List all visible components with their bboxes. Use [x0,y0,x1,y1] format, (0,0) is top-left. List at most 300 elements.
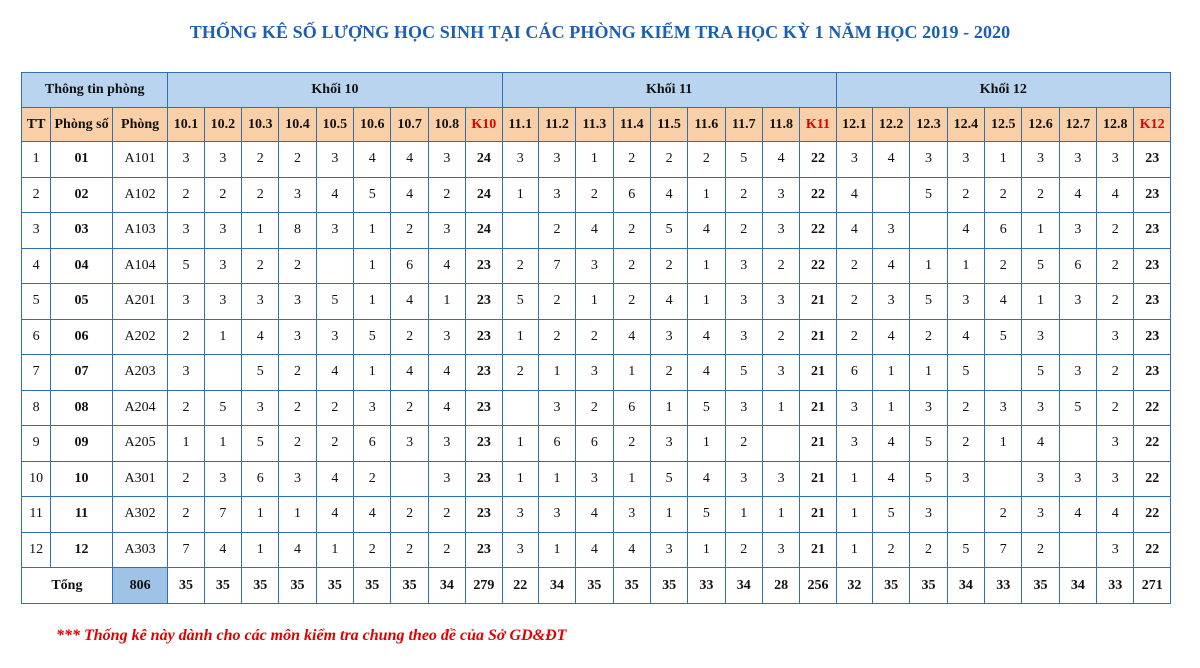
room-code: A301 [112,461,168,497]
class-count: 1 [538,355,575,391]
class-count: 4 [316,177,353,213]
class-count: 4 [1097,497,1134,533]
class-count: 3 [502,142,538,178]
class-count: 1 [985,142,1022,178]
class-count: 2 [872,532,909,568]
class-count: 1 [613,461,650,497]
table-row [22,284,1171,320]
class-count: 4 [688,461,725,497]
row-index: 2 [22,177,51,213]
room-number: 05 [51,284,113,320]
class-count: 4 [391,355,428,391]
class-count: 2 [762,248,799,284]
class-count: 3 [650,426,687,462]
room-number: 08 [51,390,113,426]
class-count: 2 [725,213,762,249]
class-total: 33 [985,568,1022,604]
group-total: 21 [800,319,836,355]
class-count: 2 [279,355,316,391]
class-count: 1 [947,248,984,284]
class-count: 5 [502,284,538,320]
class-header: 11.2 [538,108,575,142]
class-count: 6 [576,426,613,462]
class-count: 1 [279,497,316,533]
group-total: 23 [1134,248,1171,284]
class-count: 6 [836,355,872,391]
class-count: 4 [1097,177,1134,213]
class-count: 1 [836,461,872,497]
room-code: A102 [112,177,168,213]
class-count: 5 [1022,355,1059,391]
class-count: 1 [650,497,687,533]
room-code: A104 [112,248,168,284]
group-total: 23 [1134,142,1171,178]
table-row [22,213,1171,249]
class-count: 3 [650,319,687,355]
table-row [22,319,1171,355]
class-count: 2 [1097,213,1134,249]
class-count: 4 [872,426,909,462]
class-count: 2 [279,248,316,284]
group-total: 23 [466,390,502,426]
row-index: 11 [22,497,51,533]
class-count: 5 [1022,248,1059,284]
class-count: 3 [762,213,799,249]
class-count: 5 [910,461,947,497]
class-count: 2 [650,142,687,178]
class-count: 2 [538,284,575,320]
class-count: 5 [204,390,241,426]
class-count: 1 [242,532,279,568]
class-count: 5 [688,390,725,426]
class-count: 5 [910,284,947,320]
class-count: 4 [204,532,241,568]
class-count: 3 [725,284,762,320]
table-row [22,177,1171,213]
class-total: 32 [836,568,872,604]
class-count: 2 [947,390,984,426]
class-count: 4 [872,142,909,178]
class-count: 2 [613,142,650,178]
class-count: 3 [1059,284,1096,320]
class-total: 35 [168,568,204,604]
class-count: 3 [168,355,204,391]
room-number: 07 [51,355,113,391]
class-count: 1 [502,461,538,497]
group-total: 24 [466,177,502,213]
class-count: 3 [872,213,909,249]
class-count: 1 [872,355,909,391]
group-total: 22 [800,177,836,213]
room-number: 03 [51,213,113,249]
group-total: 21 [800,532,836,568]
class-total: 35 [242,568,279,604]
class-count: 3 [502,497,538,533]
class-count: 1 [910,355,947,391]
group-grand-total: 279 [466,568,502,604]
class-count: 1 [688,532,725,568]
class-count: 1 [538,461,575,497]
group-total: 23 [466,355,502,391]
table-row [22,355,1171,391]
class-header: 12.8 [1097,108,1134,142]
class-count: 2 [947,177,984,213]
class-header: 11.7 [725,108,762,142]
class-count: 3 [1022,461,1059,497]
class-count: 3 [428,213,465,249]
group-total: 23 [466,426,502,462]
class-count [947,497,984,533]
class-count: 3 [279,284,316,320]
class-count: 2 [242,177,279,213]
class-count: 3 [576,355,613,391]
class-total: 35 [391,568,428,604]
group-total: 22 [1134,497,1171,533]
class-total: 35 [872,568,909,604]
class-count [872,177,909,213]
class-count: 4 [1022,426,1059,462]
class-count: 5 [725,142,762,178]
class-count: 3 [1097,461,1134,497]
room-number: 02 [51,177,113,213]
class-total: 22 [502,568,538,604]
group-total: 22 [800,213,836,249]
class-count: 3 [242,390,279,426]
class-total: 33 [688,568,725,604]
class-count [204,355,241,391]
class-count: 2 [391,390,428,426]
class-count: 4 [576,532,613,568]
class-count: 2 [391,532,428,568]
group-total: 23 [466,248,502,284]
class-count: 3 [538,177,575,213]
class-count: 4 [650,284,687,320]
class-count [985,355,1022,391]
class-count: 3 [836,390,872,426]
class-total: 35 [910,568,947,604]
class-count: 3 [947,142,984,178]
row-index: 12 [22,532,51,568]
class-count: 3 [1059,461,1096,497]
class-count: 1 [688,284,725,320]
class-count: 3 [168,142,204,178]
class-count: 4 [650,177,687,213]
group-total: 23 [466,284,502,320]
class-count: 3 [428,142,465,178]
class-count: 3 [204,461,241,497]
class-count: 1 [316,532,353,568]
class-count: 3 [725,461,762,497]
class-count: 1 [836,497,872,533]
group-header-k12: Khối 12 [836,73,1170,108]
class-count: 4 [316,497,353,533]
group-grand-total: 271 [1134,568,1171,604]
class-count [502,213,538,249]
class-count: 2 [242,142,279,178]
class-count: 2 [725,177,762,213]
row-index: 9 [22,426,51,462]
group-total: 22 [1134,426,1171,462]
class-count: 6 [1059,248,1096,284]
room-code: A205 [112,426,168,462]
class-count: 3 [168,284,204,320]
class-count: 2 [576,177,613,213]
table-row [22,532,1171,568]
class-count: 4 [836,177,872,213]
class-count: 4 [428,390,465,426]
room-code: A203 [112,355,168,391]
class-count: 3 [1059,213,1096,249]
class-count: 6 [613,177,650,213]
class-count: 5 [650,461,687,497]
room-header: Phòng [112,108,168,142]
class-count: 3 [538,497,575,533]
class-count: 2 [1022,177,1059,213]
class-count: 5 [910,426,947,462]
class-count: 1 [985,426,1022,462]
class-count: 1 [502,177,538,213]
class-count: 1 [872,390,909,426]
class-count: 8 [279,213,316,249]
class-count: 5 [242,355,279,391]
class-count: 3 [762,284,799,320]
room-code: A202 [112,319,168,355]
class-count: 1 [1022,213,1059,249]
table-row [22,461,1171,497]
class-header: 10.7 [391,108,428,142]
class-count: 1 [502,319,538,355]
class-count: 2 [242,248,279,284]
class-count: 2 [428,177,465,213]
class-count: 1 [688,248,725,284]
class-count: 4 [316,461,353,497]
table-row [22,390,1171,426]
class-count: 3 [836,426,872,462]
class-count: 4 [836,213,872,249]
class-count: 4 [428,248,465,284]
class-count: 3 [502,532,538,568]
class-count: 4 [576,497,613,533]
class-count: 3 [910,142,947,178]
class-count: 3 [279,319,316,355]
group-total: 24 [466,213,502,249]
class-count: 2 [947,426,984,462]
class-count: 3 [428,461,465,497]
class-count: 4 [428,355,465,391]
class-count: 3 [242,284,279,320]
class-header: 12.1 [836,108,872,142]
class-count: 2 [1097,355,1134,391]
class-count: 3 [204,284,241,320]
row-index: 5 [22,284,51,320]
group-grand-total: 256 [800,568,836,604]
class-count: 3 [985,390,1022,426]
class-count: 1 [725,497,762,533]
class-count: 2 [204,177,241,213]
class-count: 3 [1097,532,1134,568]
room-number: 09 [51,426,113,462]
class-header: 10.2 [204,108,241,142]
group-total: 23 [1134,319,1171,355]
class-count: 2 [725,426,762,462]
row-index: 10 [22,461,51,497]
class-count: 2 [650,355,687,391]
class-total: 35 [279,568,316,604]
table-row [22,426,1171,462]
class-count: 2 [613,248,650,284]
class-count: 3 [1059,355,1096,391]
class-count: 3 [1022,497,1059,533]
class-header: 10.8 [428,108,465,142]
class-count: 2 [1097,284,1134,320]
group-total-header: K12 [1134,108,1171,142]
class-total: 28 [762,568,799,604]
class-count [502,390,538,426]
class-count: 6 [538,426,575,462]
class-count: 3 [354,390,391,426]
class-count: 4 [242,319,279,355]
class-count: 3 [1022,142,1059,178]
class-count: 3 [910,390,947,426]
group-total: 22 [1134,390,1171,426]
class-count: 2 [613,426,650,462]
class-count: 4 [613,319,650,355]
class-header: 12.7 [1059,108,1096,142]
class-count: 1 [204,319,241,355]
room-number: 06 [51,319,113,355]
class-header: 10.1 [168,108,204,142]
class-count: 4 [279,532,316,568]
class-count: 6 [613,390,650,426]
class-header: 11.1 [502,108,538,142]
class-count: 5 [354,177,391,213]
group-total: 21 [800,426,836,462]
class-count: 7 [538,248,575,284]
group-total-header: K11 [800,108,836,142]
class-count: 2 [1097,248,1134,284]
class-count: 1 [762,390,799,426]
class-count [1059,319,1096,355]
class-count: 1 [576,284,613,320]
class-count: 2 [613,213,650,249]
class-count [391,461,428,497]
class-count: 2 [168,177,204,213]
class-count: 2 [168,390,204,426]
class-count: 2 [168,461,204,497]
class-count: 2 [428,497,465,533]
class-count: 1 [538,532,575,568]
class-count: 3 [947,284,984,320]
class-count: 1 [688,426,725,462]
group-header-k10: Khối 10 [168,73,502,108]
class-header: 12.4 [947,108,984,142]
class-count: 3 [204,142,241,178]
class-count: 1 [354,213,391,249]
class-total: 33 [1097,568,1134,604]
class-count: 7 [168,532,204,568]
class-count: 2 [576,390,613,426]
class-count: 3 [725,319,762,355]
class-count: 4 [354,142,391,178]
row-index: 1 [22,142,51,178]
class-count: 4 [391,284,428,320]
room-info-header: Thông tin phòng [22,73,168,108]
class-count: 4 [872,248,909,284]
class-count: 3 [1059,142,1096,178]
room-code: A303 [112,532,168,568]
class-count: 4 [613,532,650,568]
class-total: 35 [650,568,687,604]
class-count: 2 [502,355,538,391]
class-count: 7 [985,532,1022,568]
class-count: 2 [1022,532,1059,568]
group-total: 22 [800,248,836,284]
class-count: 4 [688,213,725,249]
class-count: 3 [650,532,687,568]
class-total: 35 [204,568,241,604]
class-total: 35 [576,568,613,604]
class-count: 2 [316,426,353,462]
class-count: 3 [1097,319,1134,355]
class-count: 3 [725,390,762,426]
class-total: 34 [947,568,984,604]
class-count: 4 [985,284,1022,320]
class-header: 12.2 [872,108,909,142]
group-total: 21 [800,284,836,320]
class-count: 3 [279,177,316,213]
class-count [1059,532,1096,568]
table-row [22,142,1171,178]
group-total: 23 [1134,213,1171,249]
class-count: 4 [872,461,909,497]
class-count: 3 [538,142,575,178]
class-count: 1 [650,390,687,426]
group-total: 21 [800,390,836,426]
class-count: 5 [947,355,984,391]
class-count: 6 [354,426,391,462]
class-count: 1 [910,248,947,284]
class-header: 10.3 [242,108,279,142]
class-count: 2 [836,248,872,284]
row-index: 4 [22,248,51,284]
class-count: 1 [1022,284,1059,320]
class-header: 11.8 [762,108,799,142]
class-count: 3 [762,177,799,213]
class-count: 1 [836,532,872,568]
class-count: 3 [391,426,428,462]
class-count: 2 [354,461,391,497]
class-count: 3 [316,213,353,249]
class-count [316,248,353,284]
class-count: 2 [762,319,799,355]
class-count: 2 [316,390,353,426]
class-count: 5 [316,284,353,320]
class-count: 2 [910,532,947,568]
class-count: 1 [242,213,279,249]
class-count: 2 [985,497,1022,533]
class-count: 2 [836,319,872,355]
class-count: 2 [538,213,575,249]
class-count: 5 [688,497,725,533]
class-count: 3 [538,390,575,426]
room-number: 04 [51,248,113,284]
class-count: 2 [836,284,872,320]
class-count: 1 [354,355,391,391]
class-count: 3 [613,497,650,533]
class-count: 4 [688,319,725,355]
row-index: 6 [22,319,51,355]
room-code: A302 [112,497,168,533]
